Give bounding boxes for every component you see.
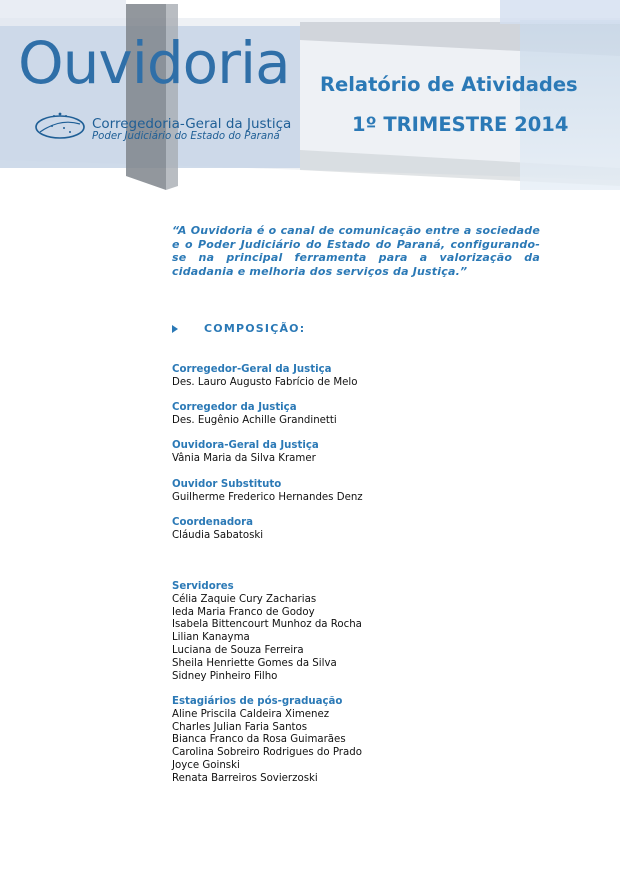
logo-line-2: Poder Judiciário do Estado do Paraná	[92, 131, 280, 142]
section-title: Servidores	[172, 581, 234, 592]
section-title: Corregedor da Justiça	[172, 402, 297, 413]
member-name: Bianca Franco da Rosa Guimarães	[172, 734, 346, 746]
section-corregedor	[172, 402, 337, 428]
logo-wordmark: Ouvidoria	[18, 29, 290, 97]
member-name: Ieda Maria Franco de Godoy	[172, 606, 315, 618]
section-servidores	[172, 581, 362, 683]
section-coordenadora	[172, 517, 263, 543]
member-name: Luciana de Souza Ferreira	[172, 644, 304, 656]
member-name: Vânia Maria da Silva Kramer	[172, 452, 316, 464]
member-name: Lilian Kanayma	[172, 632, 250, 644]
member-name: Célia Zaquie Cury Zacharias	[172, 593, 317, 605]
member-name: Guilherme Frederico Hernandes Denz	[172, 491, 363, 503]
member-name: Cláudia Sabatoski	[172, 529, 264, 541]
seal-logo-icon	[34, 110, 86, 142]
section-estagiarios	[172, 696, 362, 786]
section-title: Ouvidora-Geral da Justiça	[172, 440, 319, 451]
arrow-bullet-icon	[172, 325, 178, 333]
member-name: Sidney Pinheiro Filho	[172, 670, 278, 682]
section-title: Corregedor-Geral da Justiça	[172, 364, 332, 375]
report-title: Relatório de Atividades	[320, 73, 578, 96]
section-title: Estagiários de pós-graduação	[172, 696, 343, 707]
logo-line-1: Corregedoria-Geral da Justiça	[92, 116, 292, 132]
section-ouvidora-geral	[172, 440, 319, 466]
member-name: Des. Eugênio Achille Grandinetti	[172, 414, 337, 426]
member-name: Sheila Henriette Gomes da Silva	[172, 657, 337, 669]
member-name: Des. Lauro Augusto Fabrício de Melo	[172, 376, 358, 388]
member-name: Isabela Bittencourt Munhoz da Rocha	[172, 619, 362, 631]
section-ouvidor-substituto	[172, 479, 363, 505]
section-title: Ouvidor Substituto	[172, 479, 282, 490]
member-name: Charles Julian Faria Santos	[172, 721, 308, 733]
section-corregedor-geral	[172, 364, 357, 390]
report-subtitle: 1º TRIMESTRE 2014	[352, 113, 569, 136]
member-name: Carolina Sobreiro Rodrigues do Prado	[172, 747, 362, 759]
mission-quote: “A Ouvidoria é o canal de comunicação entre a sociedade e o Poder Judiciário do Estado do Paraná, configurando-se na principal ferramenta para a valorização da cidadania e melhoria dos serviços da Justiça.”	[172, 224, 540, 278]
composicao-heading	[172, 322, 305, 335]
member-name: Joyce Goinski	[172, 759, 240, 771]
member-name: Aline Priscila Caldeira Ximenez	[172, 708, 330, 720]
member-name: Renata Barreiros Sovierzoski	[172, 772, 318, 784]
section-title: Coordenadora	[172, 517, 254, 528]
composicao-label: COMPOSIÇÃO:	[204, 322, 306, 335]
